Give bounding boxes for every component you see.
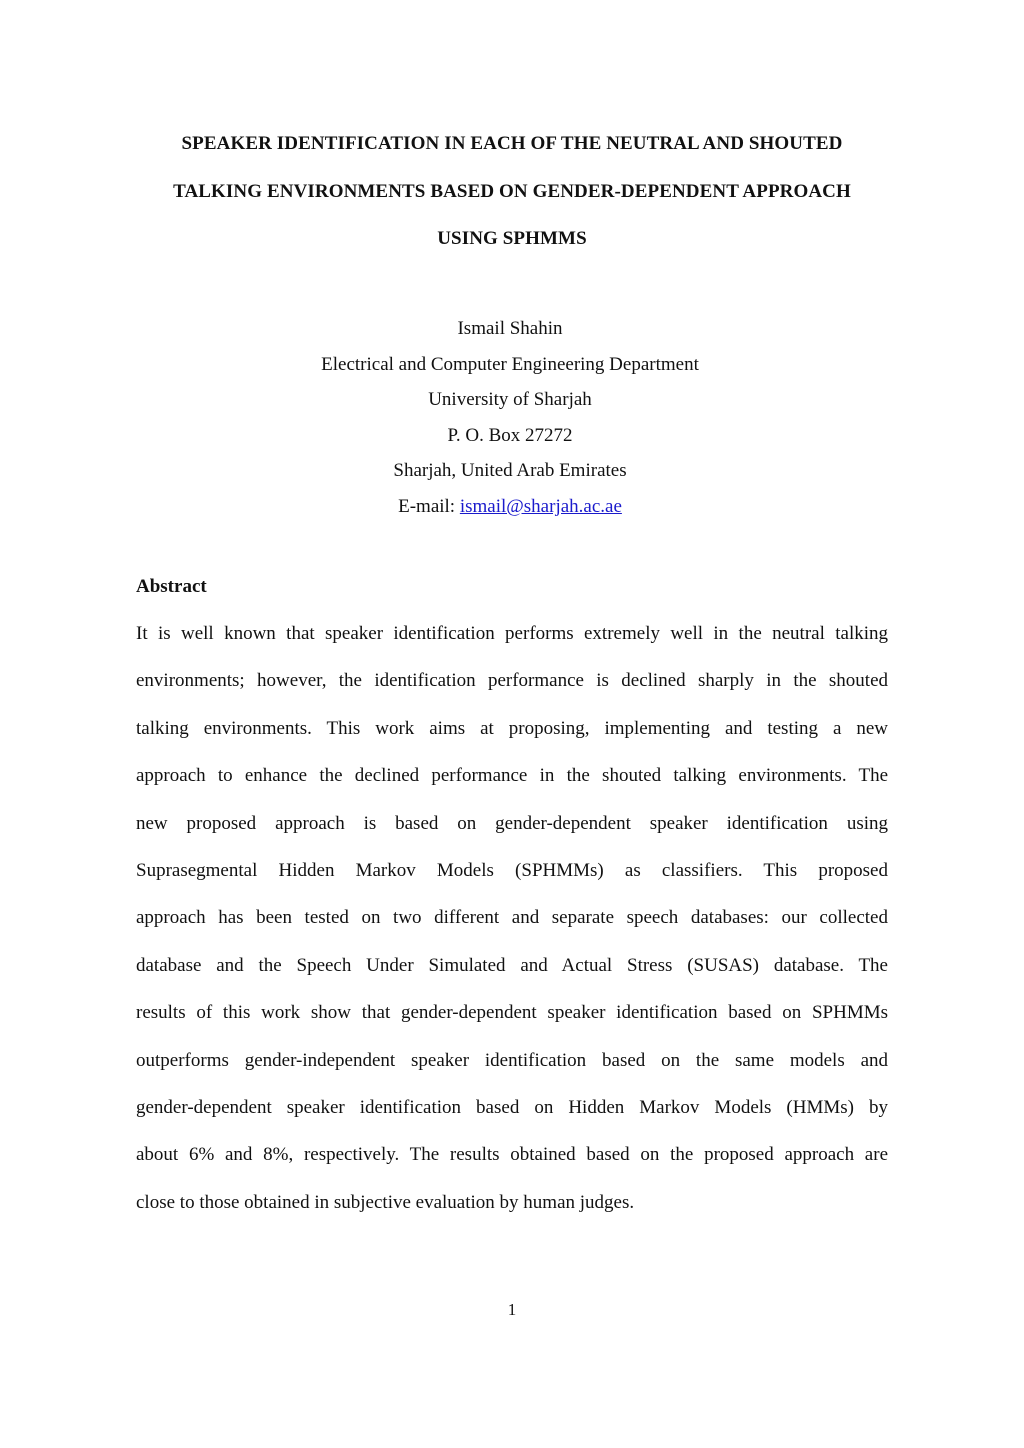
email-label: E-mail: bbox=[398, 495, 460, 517]
page-number: 1 bbox=[507, 1300, 517, 1319]
abstract-line: It is well known that speaker identification performs extremely well in the neutral talking bbox=[136, 623, 888, 644]
author-name: Ismail Shahin bbox=[457, 318, 563, 339]
abstract-line: approach to enhance the declined performance in the shouted talking environments. The bbox=[136, 765, 888, 787]
abstract-line: Suprasegmental Hidden Markov Models (SPHMMs) as classifiers. This proposed bbox=[136, 859, 888, 881]
abstract-body bbox=[136, 620, 888, 1236]
abstract-line: gender-dependent speaker identification based on Hidden Markov Models (HMMs) by bbox=[136, 1096, 888, 1118]
abstract-heading: Abstract bbox=[136, 576, 207, 597]
abstract-line: about 6% and 8%, respectively. The results obtained based on the proposed approach are bbox=[136, 1144, 888, 1166]
abstract-line: environments; however, the identification performance is declined sharply in the shouted bbox=[136, 670, 888, 692]
abstract-line: results of this work show that gender-dependent speaker identification based on SPHMMs bbox=[136, 1002, 888, 1024]
email-link[interactable]: ismail@sharjah.ac.ae bbox=[459, 495, 622, 517]
title-line-3: USING SPHMMS bbox=[437, 228, 587, 249]
author-po-box: P. O. Box 27272 bbox=[447, 424, 573, 446]
abstract-line: approach has been tested on two different and separate speech databases: our collected bbox=[136, 907, 888, 929]
author-location: Sharjah, United Arab Emirates bbox=[393, 460, 627, 482]
paper-title bbox=[120, 120, 904, 263]
author-department: Electrical and Computer Engineering Department bbox=[321, 353, 699, 375]
abstract-line: talking environments. This work aims at proposing, implementing and testing a new bbox=[136, 717, 888, 739]
author-university: University of Sharjah bbox=[428, 389, 592, 411]
title-line-2: TALKING ENVIRONMENTS BASED ON GENDER-DEPENDENT APPROACH bbox=[173, 180, 851, 202]
author-affiliation bbox=[200, 311, 820, 525]
abstract-line: close to those obtained in subjective evaluation by human judges. bbox=[136, 1191, 635, 1213]
abstract-line: database and the Speech Under Simulated and Actual Stress (SUSAS) database. The bbox=[136, 954, 888, 976]
author-email-line bbox=[200, 489, 820, 525]
title-line-1: SPEAKER IDENTIFICATION IN EACH OF THE NEUTRAL AND SHOUTED bbox=[181, 133, 843, 154]
abstract-line: outperforms gender-independent speaker identification based on the same models and bbox=[136, 1049, 888, 1071]
abstract-line: new proposed approach is based on gender-dependent speaker identification using bbox=[136, 812, 888, 834]
